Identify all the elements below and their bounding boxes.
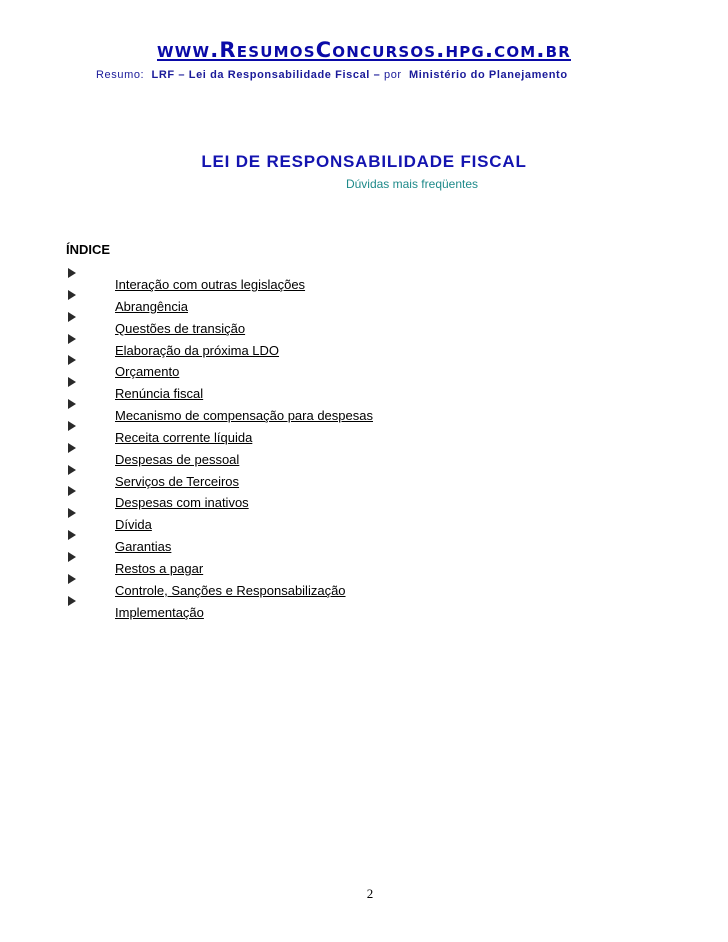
arrow-bullet-icon xyxy=(68,290,76,300)
toc-link[interactable]: Garantias xyxy=(115,539,172,555)
arrow-bullet-icon xyxy=(68,334,76,344)
arrow-bullet-icon xyxy=(68,377,76,387)
toc-link[interactable]: Despesas de pessoal xyxy=(115,451,240,467)
arrow-bullet-icon xyxy=(68,552,76,562)
arrow-bullet-icon xyxy=(68,574,76,584)
arrow-bullet-icon xyxy=(68,312,76,322)
arrow-bullet-icon xyxy=(68,268,76,278)
arrow-bullet-icon xyxy=(68,465,76,475)
arrow-bullet-icon xyxy=(68,355,76,365)
subject-text: LRF – Lei da Responsabilidade Fiscal – xyxy=(151,69,381,81)
arrow-bullet-icon xyxy=(68,530,76,540)
toc-link[interactable]: Controle, Sanções e Responsabilização xyxy=(115,582,346,598)
author-text: Ministério do Planejamento xyxy=(409,69,568,81)
toc-link[interactable]: Abrangência xyxy=(115,298,188,314)
toc-link[interactable]: Restos a pagar xyxy=(115,560,204,576)
arrow-bullet-icon xyxy=(68,486,76,496)
summary-subtitle xyxy=(96,69,568,81)
toc-link[interactable]: Despesas com inativos xyxy=(115,495,249,511)
arrow-bullet-icon xyxy=(68,399,76,409)
arrow-bullet-icon xyxy=(68,596,76,606)
toc-link[interactable]: Renúncia fiscal xyxy=(115,386,204,402)
document-subtitle: Dúvidas mais freqüentes xyxy=(345,177,479,191)
arrow-bullet-icon xyxy=(68,443,76,453)
document-title: LEI DE RESPONSABILIDADE FISCAL xyxy=(201,152,527,171)
page-number: 2 xyxy=(366,886,374,901)
toc-link[interactable]: Elaboração da próxima LDO xyxy=(115,342,280,358)
toc-link[interactable]: Receita corrente líquida xyxy=(115,429,253,445)
toc-link[interactable]: Dívida xyxy=(115,517,152,533)
toc-link[interactable]: Serviços de Terceiros xyxy=(115,473,240,489)
toc-link[interactable]: Interação com outras legislações xyxy=(115,277,306,292)
toc-link[interactable]: Orçamento xyxy=(115,364,180,380)
resumo-label: Resumo: xyxy=(96,69,145,81)
toc-link[interactable]: Mecanismo de compensação para despesas xyxy=(115,408,373,424)
toc-link[interactable]: Questões de transição xyxy=(115,320,246,336)
index-heading: ÍNDICE xyxy=(66,242,111,257)
site-title[interactable]: www.ResumosConcursos.hpg.com.br xyxy=(157,38,571,62)
arrow-bullet-icon xyxy=(68,508,76,518)
arrow-bullet-icon xyxy=(68,421,76,431)
por-label: por xyxy=(384,69,402,81)
toc-link[interactable]: Implementação xyxy=(115,604,204,620)
